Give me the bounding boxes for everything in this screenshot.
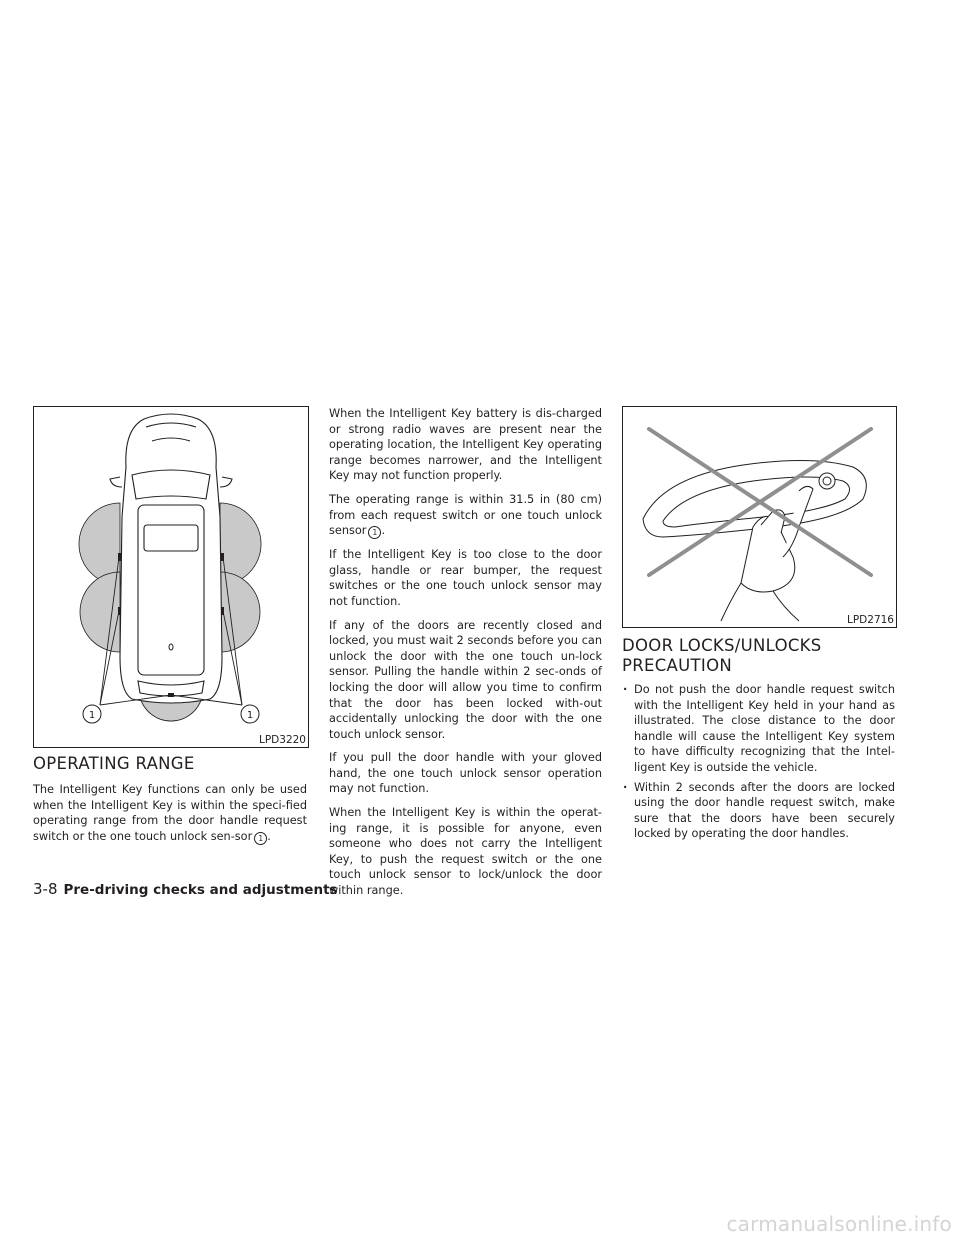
door-handle-illustration	[623, 407, 896, 627]
door-locks-heading: DOOR LOCKS/UNLOCKS PRECAUTION	[622, 636, 822, 675]
range-zone-rear-left	[80, 572, 120, 652]
operating-range-para-1: The Intelligent Key functions can only be used when the Intelligent Key is within the speci-fied operating range from the door handle request switch or the one touch unlock sen-sor 1 .	[33, 783, 307, 843]
door-handle-figure	[622, 406, 897, 628]
operating-range-para-3: The operating range is within 31.5 in (80 cm) from each request switch or one touch unlock sensor 1 .	[329, 492, 602, 538]
operating-range-para-2: When the Intelligent Key battery is dis-charged or strong radio waves are present near the operating location, the Intelligent Key operating range becomes narrower, and the Intelligent Key may not function properly.	[329, 407, 602, 483]
watermark: carmanualsonline.info	[726, 1212, 952, 1236]
operating-range-section	[33, 754, 307, 853]
page-footer	[33, 880, 338, 898]
precaution-list	[622, 682, 895, 842]
callout-marker-inline: 1	[368, 526, 381, 539]
operating-range-para-6: If you pull the door handle with your gloved hand, the one touch unlock sensor operation may not function.	[329, 751, 602, 796]
range-zone-rear-right	[220, 572, 260, 652]
figure-label-left: LPD3220	[259, 734, 306, 746]
operating-range-figure	[33, 406, 309, 748]
operating-range-continued	[329, 406, 602, 907]
callout-number-right: 1	[246, 710, 254, 721]
figure-label-right: LPD2716	[847, 614, 894, 626]
car-top-view-illustration	[34, 407, 308, 747]
precaution-item: · Do not push the door handle request switch with the Intelligent Key held in your hand as illustrated. The close distance to the door handle will cause the Intelligent Key system to have difficulty recognizing that the Intel-ligent Key is outside the vehicle.	[622, 682, 895, 776]
page-number: 3-8	[33, 880, 58, 898]
operating-range-heading: OPERATING RANGE	[33, 754, 195, 773]
door-locks-section	[622, 636, 895, 846]
callout-marker-inline: 1	[254, 832, 267, 845]
operating-range-para-4: If the Intelligent Key is too close to the door glass, handle or rear bumper, the request switches or the one touch unlock sensor may not function.	[329, 548, 602, 608]
precaution-item: · Within 2 seconds after the doors are locked using the door handle request switch, make sure that the doors have been securely locked by operating the door handles.	[622, 780, 895, 842]
operating-range-para-7: When the Intelligent Key is within the operat-ing range, it is possible for anyone, even someone who does not carry the Intelligent Key, to push the request switch or the one touch unlock sensor to lock/unlock the door within range.	[329, 806, 602, 898]
section-title: Pre-driving checks and adjustments	[63, 882, 338, 898]
callout-number-left: 1	[88, 710, 96, 721]
operating-range-para-5: If any of the doors are recently closed and locked, you must wait 2 seconds before you can unlock the door with the one touch un-lock sensor. Pulling the handle within 2 sec-onds of locking the door will allow you time to confirm that the door has been locked with-out accidentally unlocking the door with the one touch unlock sensor.	[329, 618, 602, 741]
